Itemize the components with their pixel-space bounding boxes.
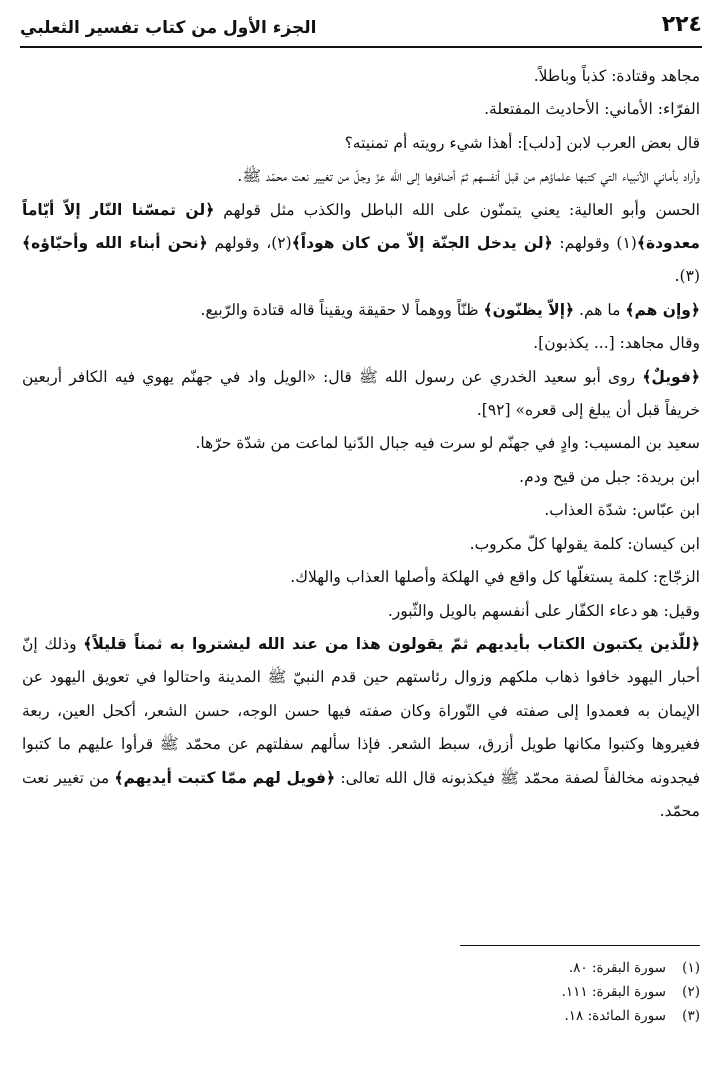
paragraph	[22, 361, 700, 428]
quran-quote: ﴿إلاّ يظنّون﴾	[483, 300, 575, 319]
text-segment: الزجّاج: كلمة يستغلّها كل واقع في الهلكة وأصلها العذاب والهلاك.	[290, 568, 700, 587]
running-title: الجزء الأول من كتاب تفسير الثعلبي	[20, 18, 317, 38]
paragraph	[22, 60, 700, 93]
text-segment: (٣).	[674, 267, 700, 286]
quran-quote: ﴿للّذين يكتبون الكتاب بأيديهم ثمّ يقولون هذا من عند الله ليشتروا به ثمناً قليلاً﴾	[83, 634, 700, 653]
text-segment: وقيل: هو دعاء الكفّار على أنفسهم بالويل والثّبور.	[387, 601, 700, 620]
quran-quote: ﴿لن تمسّنا النّار إلاّ أيّاماً معدودة﴾	[22, 200, 700, 253]
paragraph	[22, 327, 700, 360]
quran-quote: ﴿فويلٌ﴾	[642, 367, 700, 386]
text-segment: ابن عبّاس: شدّة العذاب.	[544, 501, 700, 520]
text-segment: وقال مجاهد: [... يكذبون].	[533, 334, 700, 353]
paragraph	[22, 528, 700, 561]
text-segment: من تغيير نعت محمّد.	[22, 768, 700, 820]
quran-quote: ﴿وإن هم﴾	[625, 300, 700, 319]
footnote-divider	[460, 945, 700, 946]
footnote-number: (٣)	[682, 1008, 700, 1024]
page-number: ٢٢٤	[661, 12, 702, 37]
footnotes	[380, 956, 700, 1028]
text-segment: مجاهد وقتادة: كذباً وباطلاً.	[533, 67, 700, 85]
footnote	[380, 956, 700, 980]
text-segment: وذلك إنّ أحبار اليهود خافوا ذهاب ملكهم وزوال رئاستهم حين قدم النبيّ ﷺ المدينة واحتالوا في تعويق اليهود عن الإيمان به فعمدوا إلى صفته في التّوراة وكان صفته فيها حسن الوجه، حسن الشعر، أكحل العين، ربعة فغيروها وكتبوا مكانها طويل أزرق، سبط الشعر. فإذا سألهم سفلتهم عن محمّد ﷺ قرأوا عليهم ما كتبوا فيجدونه مخالفاً لصفة محمّد ﷺ فيكذبونه قال الله تعالى:	[22, 634, 700, 787]
text-segment: ابن كيسان: كلمة يقولها كلّ مكروب.	[469, 534, 700, 553]
footnote	[380, 1004, 700, 1028]
paragraph	[22, 160, 700, 193]
quran-quote: ﴿لن يدخل الجنّة إلاّ من كان هوداً﴾	[291, 234, 553, 253]
footnote-text: سورة البقرة: ١١١.	[561, 984, 666, 1000]
text-segment: (١) وقولهم:	[552, 234, 637, 253]
text-segment: قال بعض العرب لابن [دلب]: أهذا شيء رويته أم تمنيته؟	[344, 133, 700, 152]
paragraph	[22, 461, 700, 494]
page-body-text	[22, 60, 700, 828]
paragraph	[22, 93, 700, 126]
paragraph	[22, 294, 700, 327]
text-segment: الحسن وأبو العالية: يعني يتمنّون على الله الباطل والكذب مثل قولهم	[214, 200, 700, 219]
paragraph	[22, 561, 700, 594]
paragraph	[22, 427, 700, 460]
text-segment: سعيد بن المسيب: وادٍ في جهنّم لو سرت فيه جبال الدّنيا لماعت من شدّة حرّها.	[195, 434, 700, 453]
text-segment: وأراد بأماني الأنبياء التي كتبها علماؤهم من قبل أنفسهم ثمّ أضافوها إلى الله عزّ وجلّ من تغيير نعت محمّد ﷺ.	[237, 167, 700, 186]
page-header	[20, 12, 702, 48]
text-segment: ظنّاً ووهماً لا حقيقة ويقيناً قاله قتادة والرّبيع.	[200, 300, 484, 319]
footnote-number: (٢)	[682, 984, 700, 1000]
footnote	[380, 980, 700, 1004]
quran-quote: ﴿نحن أبناء الله وأحبّاؤه﴾	[22, 234, 208, 253]
text-segment: الفرّاء: الأماني: الأحاديث المفتعلة.	[484, 100, 700, 119]
text-segment: (٢)، وقولهم	[207, 234, 292, 253]
paragraph	[22, 494, 700, 527]
footnote-text: سورة المائدة: ١٨.	[564, 1008, 666, 1024]
text-segment: ما هم.	[574, 300, 626, 319]
text-segment: ابن بريدة: جبل من قيح ودم.	[519, 467, 700, 486]
paragraph	[22, 127, 700, 160]
paragraph	[22, 595, 700, 628]
footnote-number: (١)	[682, 960, 700, 976]
paragraph	[22, 628, 700, 828]
paragraph	[22, 194, 700, 294]
quran-quote: ﴿فويل لهم ممّا كتبت أيديهم﴾	[114, 768, 336, 787]
footnote-text: سورة البقرة: ٨٠.	[568, 960, 666, 976]
text-segment: روى أبو سعيد الخدري عن رسول الله ﷺ قال: «الويل واد في جهنّم يهوي فيه الكافر أربعين خريفاً قبل أن يبلغ إلى قعره» [٩٢].	[22, 367, 700, 420]
